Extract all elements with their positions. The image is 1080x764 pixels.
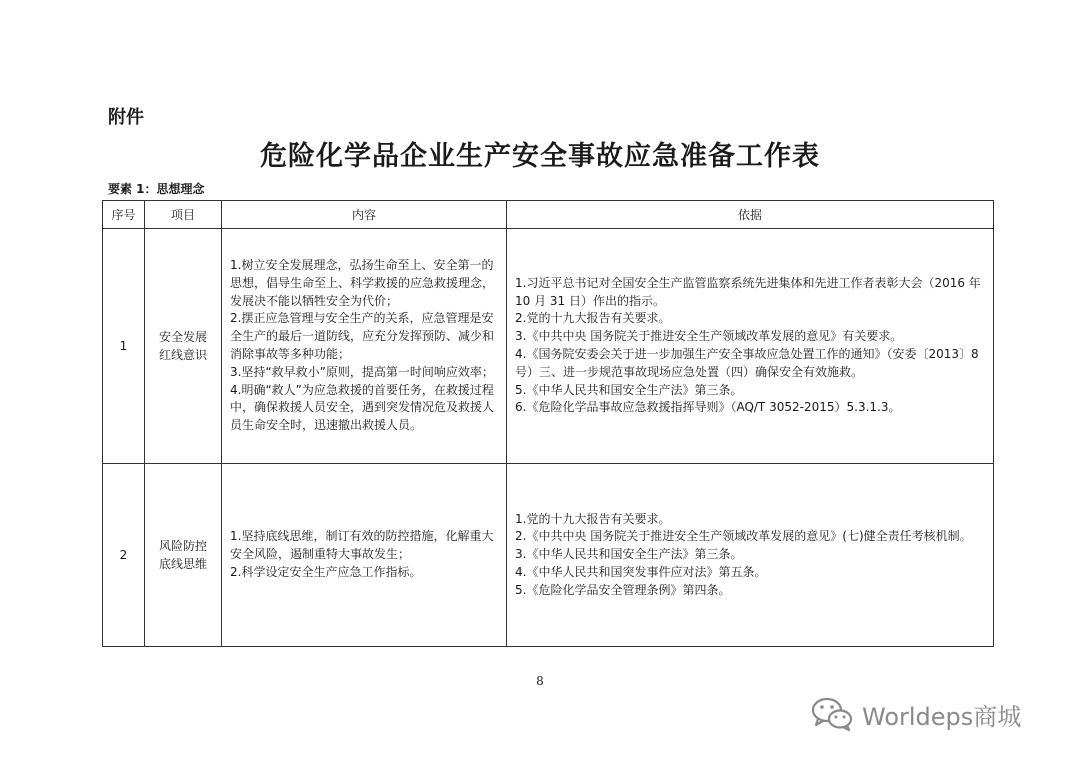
row-number: 1 [103, 229, 145, 464]
column-header-basis: 依据 [507, 201, 994, 229]
basis-entry: 4.《中华人民共和国突发事件应对法》第五条。 [515, 564, 767, 579]
basis-entry: 5.《中华人民共和国安全生产法》第三条。 [515, 382, 743, 397]
item-line: 安全发展 [158, 330, 207, 344]
basis-entry: 2.党的十九大报告有关要求。 [515, 311, 671, 326]
column-header-number: 序号 [103, 201, 145, 229]
wechat-icon [810, 696, 854, 732]
watermark [810, 694, 1021, 734]
basis-entry: 5.《危险化学品安全管理条例》第四条。 [515, 582, 731, 597]
row-content [222, 229, 507, 464]
content-entry: 1.坚持底线思维，制订有效的防控措施，化解重大安全风险，遏制重特大事故发生； [230, 529, 494, 562]
content-entry: 2.科学设定安全生产应急工作指标。 [230, 564, 422, 579]
item-line: 底线思维 [158, 557, 207, 571]
table-row [103, 464, 994, 647]
element-label: 要素 1：思想理念 [108, 182, 205, 196]
row-number: 2 [103, 464, 145, 647]
column-header-content: 内容 [222, 201, 507, 229]
basis-entry: 1.习近平总书记对全国安全生产监管监察系统先进集体和先进工作者表彰大会（2016 年 10 月 31 日）作出的指示。 [515, 275, 981, 308]
row-basis [507, 229, 994, 464]
row-content [222, 464, 507, 647]
item-line: 红线意识 [158, 348, 207, 362]
basis-entry: 6.《危险化学品事故应急救援指挥导则》（AQ/T 3052-2015）5.3.1.3。 [515, 400, 901, 415]
row-basis [507, 464, 994, 647]
table-row [103, 229, 994, 464]
basis-entry: 4.《国务院安委会关于进一步加强生产安全事故应急处置工作的通知》（安委〔2013〕8 号）三、进一步规范事故现场应急处置（四）确保安全有效施救。 [515, 347, 979, 379]
table-header-row [103, 201, 994, 229]
document-title: 危险化学品企业生产安全事故应急准备工作表 [260, 141, 820, 172]
basis-entry: 3.《中华人民共和国安全生产法》第三条。 [515, 547, 743, 562]
page-number: 8 [536, 674, 544, 688]
content-entry: 2.摆正应急管理与安全生产的关系，应急管理是安全生产的最后一道防线，应充分发挥预防、减少和消除事故等多种功能； [230, 311, 495, 361]
content-entry: 4.明确“救人”为应急救援的首要任务，在救援过程中，确保救援人员安全，遇到突发情况危及救援人员生命安全时，迅速撤出救援人员。 [230, 382, 495, 433]
row-item [145, 464, 222, 647]
basis-entry: 1.党的十九大报告有关要求。 [515, 511, 671, 526]
emergency-prep-table [102, 200, 994, 647]
content-entry: 3.坚持“救早救小”原则，提高第一时间响应效率； [230, 364, 494, 379]
watermark-text: Worldeps商城 [862, 702, 1022, 731]
row-item [145, 229, 222, 464]
basis-entry: 2.《中共中央 国务院关于推进安全生产领域改革发展的意见》(七)健全责任考核机制。 [515, 529, 972, 544]
attachment-label: 附件 [108, 107, 144, 128]
column-header-item: 项目 [145, 201, 222, 229]
item-line: 风险防控 [158, 539, 207, 553]
basis-entry: 3.《中共中央 国务院关于推进安全生产领域改革发展的意见》有关要求。 [515, 329, 903, 344]
content-entry: 1.树立安全发展理念，弘扬生命至上、安全第一的思想，倡导生命至上、科学救援的应急救援理念，发展决不能以牺牲安全为代价； [230, 258, 495, 308]
